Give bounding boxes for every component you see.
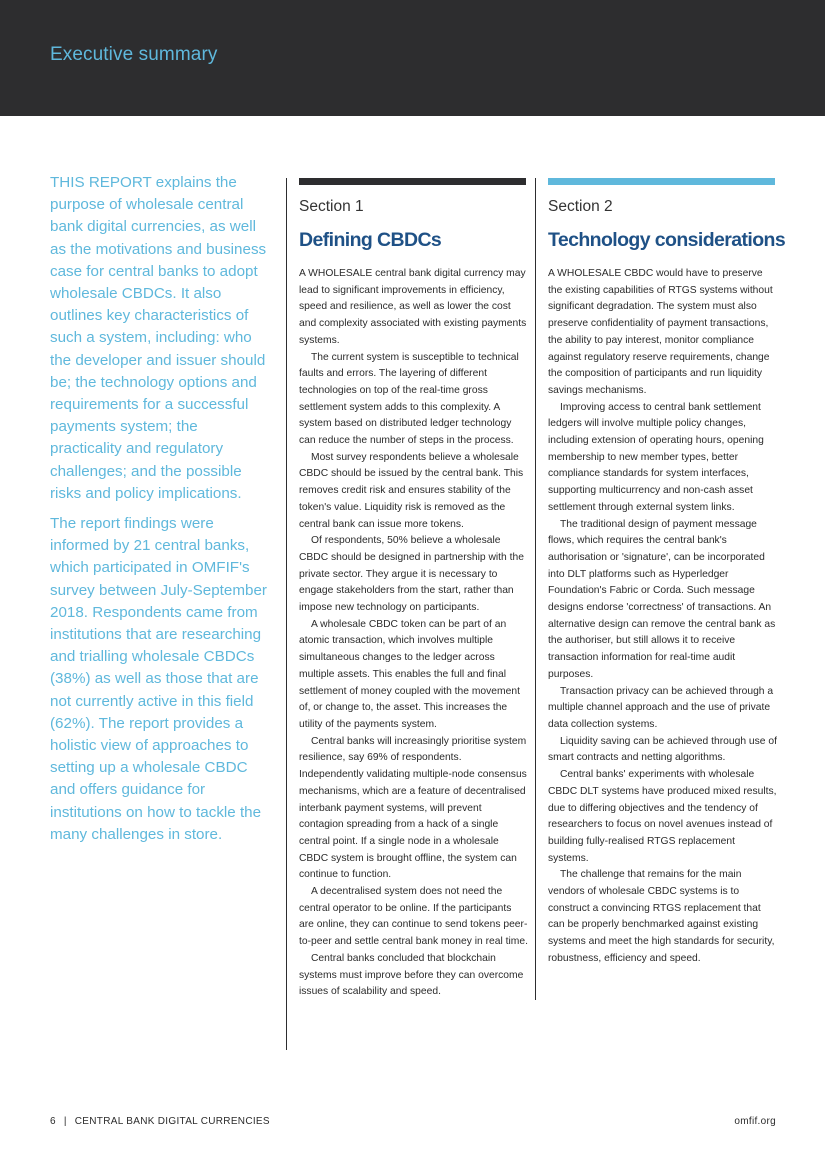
page-title: Executive summary	[50, 44, 218, 65]
section-2-column	[535, 178, 786, 1000]
section-2-paragraph: Improving access to central bank settlement ledgers will involve multiple policy changes, including extension of operating hours, opening membership to new member types, better compliance standards for system interfaces, supporting multicurrency and non-cash asset settlement through external system links.	[548, 401, 764, 513]
executive-summary-intro	[50, 172, 272, 846]
intro-paragraph: THIS REPORT explains the purpose of wholesale central bank digital currencies, as well as the motivations and business case for central banks to adopt wholesale CBDCs. It also outlines key characteristics of such a system, including: who the developer and issuer should be; the technology options and requirements for a successful payments system; the practicality and regulatory challenges; and the possible risks and policy implications.	[50, 174, 267, 502]
section-2-label: Section 2	[548, 198, 613, 215]
section-1-title: Defining CBDCs	[299, 229, 442, 251]
section-1-divider-bar	[299, 178, 526, 185]
footer-website-link[interactable]: omfif.org	[734, 1116, 776, 1127]
intro-paragraph: The report findings were informed by 21 central banks, which participated in OMFIF's survey between July-September 2018. Respondents came from institutions that are researching and trialling wholesale CBDCs (38%) as well as those that are not currently active in this field (62%). The report provides a holistic view of approaches to setting up a wholesale CBDC and offers guidance for institutions on how to tackle the many challenges in store.	[50, 515, 267, 843]
section-1-body	[299, 266, 529, 1001]
section-2-paragraph: The challenge that remains for the main vendors of wholesale CBDC systems is to construct a convincing RTGS replacement that can be properly benchmarked against existing systems and meet the high standards for security, robustness, efficiency and speed.	[548, 869, 775, 964]
section-2-paragraph: Transaction privacy can be achieved through a multiple channel approach and the use of private data collection systems.	[548, 685, 774, 730]
footer-separator: |	[63, 1116, 67, 1127]
section-1-paragraph: A decentralised system does not need the central operator to be online. If the participants are online, they can continue to send tokens peer-to-peer and settle central bank money in real time.	[299, 886, 528, 948]
section-1-paragraph: Central banks concluded that blockchain systems must improve before they can overcome issues of scalability and speed.	[299, 952, 524, 998]
section-1-paragraph: Most survey respondents believe a wholesale CBDC should be issued by the central bank. This removes credit risk and ensures stability of the token's value. Liquidity risk is removed as the central bank can issue more tokens.	[299, 451, 524, 530]
section-2-title: Technology considerations	[548, 229, 786, 251]
page-number: 6	[50, 1116, 56, 1127]
section-1-column	[286, 178, 528, 1050]
section-2-paragraph: Central banks' experiments with wholesale CBDC DLT systems have produced mixed results, due to differing objectives and the tendency of researchers to focus on novel avenues instead of building fully-realised RTGS replacement systems.	[548, 769, 777, 864]
section-1-paragraph: Of respondents, 50% believe a wholesale CBDC should be designed in partnership with the private sector. They argue it is necessary to engage stakeholders from the start, rather than impose new technology on participants.	[299, 535, 524, 614]
section-1-paragraph: Central banks will increasingly prioritise system resilience, say 69% of respondents. Independently validating multiple-node consensus mechanisms, which are a feature of decentralised interbank payment systems, will prevent contagion spreading from a hack of a single central point. If a single node in a wholesale CBDC system is brought offline, the system can continue to function.	[299, 735, 527, 881]
page-header	[0, 0, 825, 116]
section-1-label: Section 1	[299, 198, 364, 215]
section-2-paragraph: The traditional design of payment message flows, which requires the central bank's authorisation or 'signature', can be incorporated into DLT platforms such as Hyperledger Foundation's Fabric or Corda. Such message designs endorse 'correctness' of transactions. An alternative design can remove the central bank as the authoriser, but still allows it to receive transaction information for real-time audit purposes.	[548, 518, 776, 680]
section-2-divider-bar	[548, 178, 775, 185]
page-footer-left	[50, 1116, 270, 1127]
section-2-paragraph: A WHOLESALE CBDC would have to preserve the existing capabilities of RTGS systems without significant degradation. The system must also preserve confidentiality of payment transactions, the ability to pay interest, monitor compliance against regulatory reserve requirements, change the composition of participants and run liquidity savings mechanisms.	[548, 268, 773, 396]
section-1-paragraph: A wholesale CBDC token can be part of an atomic transaction, which involves multiple simultaneous changes to the ledger across multiple assets. This enables the full and final settlement of money coupled with the movement of, or change to, the asset. This increases the utility of the payments system.	[299, 618, 520, 730]
section-2-paragraph: Liquidity saving can be achieved through use of smart contracts and netting algorithms.	[548, 735, 777, 764]
publication-name: CENTRAL BANK DIGITAL CURRENCIES	[74, 1116, 270, 1127]
section-1-paragraph: The current system is susceptible to technical faults and errors. The layering of different technologies on top of the real-time gross settlement system adds to this complexity. A system based on distributed ledger technology can reduce the number of steps in the process.	[299, 351, 519, 447]
section-1-paragraph: A WHOLESALE central bank digital currency may lead to significant improvements in efficiency, speed and resilience, as well as lower the cost and complexity associated with existing payments systems.	[299, 268, 527, 346]
section-2-body	[548, 266, 778, 968]
